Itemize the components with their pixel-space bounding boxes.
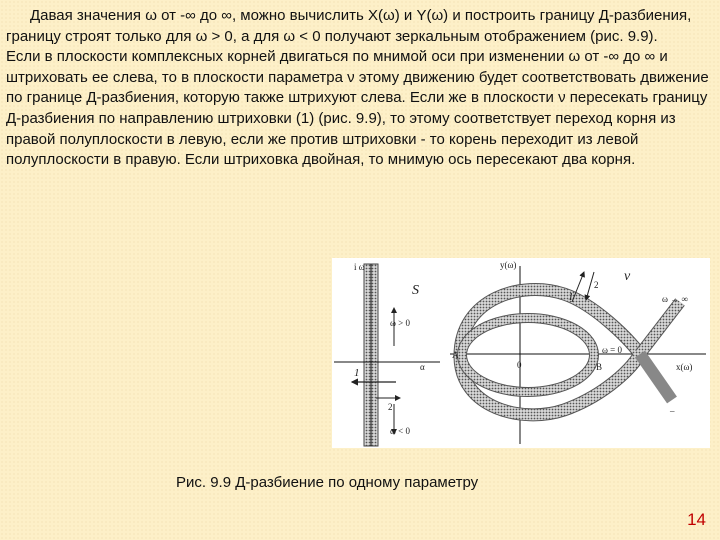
origin-label: 0 xyxy=(517,360,522,370)
tail-lower xyxy=(640,354,672,400)
x-axis-label: x(ω) xyxy=(676,362,693,372)
parameter-plane xyxy=(450,260,706,444)
omega-pos-label: ω > 0 xyxy=(390,318,410,328)
d-boundary-inner xyxy=(462,318,594,392)
paragraph-main: Если в плоскости комплексных корней двигаться по мнимой оси при изменении ω от -∞ до ∞ и штриховать ее слева, то в плоскости параметра ν этому движению будет соответствовать движение по границе Д-разбиения, которую также штрихуют слева. Если же в плоскости ν пересекать границу Д-разбиения по направлению штриховки (1) (рис. 9.9), то этому соответствует переход корня из правой полуплоскости в левую, если же против штриховки - то корень переходит из левой полуплоскости в правую. Если штриховка двойная, то мнимую ось пересекают два корня. xyxy=(6,48,709,169)
figure-caption: Рис. 9.9 Д-разбиение по одному параметру xyxy=(176,474,479,491)
body-text xyxy=(6,6,712,171)
s-plane xyxy=(334,262,440,446)
omega-neg-label: ω < 0 xyxy=(390,426,410,436)
paragraph-intro: Давая значения ω от -∞ до ∞, можно вычислить X(ω) и Y(ω) и построить границу Д-разбиения, границу строят только для ω > 0, а для ω < 0 получают зеркальным отображением (рис. 9.9). xyxy=(6,7,692,45)
omega-inf-label: ω → ∞ xyxy=(662,294,688,304)
point-a-label: A xyxy=(452,350,459,360)
arrow-2-label: 2 xyxy=(388,402,393,412)
minus-label: – xyxy=(670,406,675,416)
figure-d-partition xyxy=(332,258,710,448)
omega-zero-label: ω = 0 xyxy=(602,345,622,355)
arrow-1-label: 1 xyxy=(354,367,360,379)
imag-axis-label: i ω xyxy=(354,262,365,272)
page-number: 14 xyxy=(687,510,706,529)
right-arrow-1-label: 1 xyxy=(568,291,574,303)
point-b-label: B xyxy=(596,362,603,372)
param-nu-label: ν xyxy=(624,269,631,284)
real-axis-label: α xyxy=(420,362,425,372)
figure-svg xyxy=(332,258,710,448)
s-plane-label: S xyxy=(412,283,419,298)
tail-upper xyxy=(640,302,680,354)
right-arrow-2 xyxy=(586,272,594,300)
right-arrow-2-label: 2 xyxy=(594,280,599,290)
y-axis-label: y(ω) xyxy=(500,260,517,270)
